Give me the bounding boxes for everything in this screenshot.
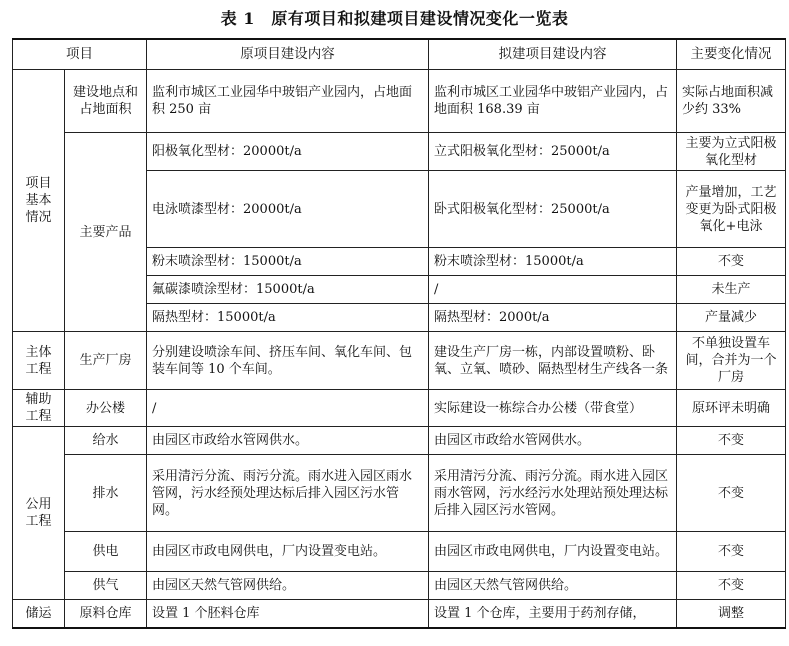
change-cell: 不变 <box>677 532 786 572</box>
header-proposed: 拟建项目建设内容 <box>429 39 677 70</box>
original-cell: 氟碳漆喷涂型材：15000t/a <box>147 276 429 304</box>
original-cell: 分别建设喷涂车间、挤压车间、氧化车间、包装车间等 10 个车间。 <box>147 332 429 390</box>
proposed-cell: 立式阳极氧化型材：25000t/a <box>429 133 677 171</box>
subitem-cell: 办公楼 <box>65 390 147 427</box>
category-public-eng <box>13 427 65 600</box>
category-label: 主体 工程 <box>25 344 52 377</box>
table-row <box>13 427 786 455</box>
table-row <box>13 532 786 572</box>
change-cell: 不变 <box>677 427 786 455</box>
table-row <box>13 390 786 427</box>
change-cell: 不单独设置车间，合并为一个厂房 <box>677 332 786 390</box>
proposed-cell: 设置 1 个仓库，主要用于药剂存储， <box>429 600 677 628</box>
table-row <box>13 133 786 171</box>
header-item: 项目 <box>13 39 147 70</box>
subitem-cell: 供气 <box>65 572 147 600</box>
category-storage: 储运 <box>13 600 65 628</box>
category-aux-eng <box>13 390 65 427</box>
original-cell: / <box>147 390 429 427</box>
original-cell: 监利市城区工业园华中玻铝产业园内，占地面积 250 亩 <box>147 70 429 133</box>
subitem-cell: 给水 <box>65 427 147 455</box>
change-cell: 不变 <box>677 455 786 532</box>
proposed-cell: / <box>429 276 677 304</box>
proposed-cell: 卧式阳极氧化型材：25000t/a <box>429 171 677 248</box>
proposed-cell: 建设生产厂房一栋，内部设置喷粉、卧氧、立氧、喷砂、隔热型材生产线各一条 <box>429 332 677 390</box>
original-cell: 电泳喷漆型材：20000t/a <box>147 171 429 248</box>
table-row <box>13 572 786 600</box>
subitem-cell: 建设地点和占地面积 <box>65 70 147 133</box>
subitem-cell: 供电 <box>65 532 147 572</box>
category-label: 项目 基本 情况 <box>25 176 52 225</box>
change-cell: 实际占地面积减少约 33% <box>677 70 786 133</box>
original-cell: 隔热型材：15000t/a <box>147 304 429 332</box>
category-basic <box>13 70 65 332</box>
change-cell: 产量减少 <box>677 304 786 332</box>
original-cell: 阳极氧化型材：20000t/a <box>147 133 429 171</box>
table-header-row <box>13 39 786 70</box>
subitem-cell: 生产厂房 <box>65 332 147 390</box>
subitem-cell: 原料仓库 <box>65 600 147 628</box>
comparison-table <box>12 38 786 629</box>
original-cell: 粉末喷涂型材：15000t/a <box>147 248 429 276</box>
table-row <box>13 70 786 133</box>
proposed-cell: 隔热型材：2000t/a <box>429 304 677 332</box>
change-cell: 调整 <box>677 600 786 628</box>
proposed-cell: 采用清污分流、雨污分流。雨水进入园区雨水管网，污水经污水处理站预处理达标后排入园区污水管网。 <box>429 455 677 532</box>
proposed-cell: 监利市城区工业园华中玻铝产业园内，占地面积 168.39 亩 <box>429 70 677 133</box>
header-original: 原项目建设内容 <box>147 39 429 70</box>
table-row <box>13 332 786 390</box>
change-cell: 产量增加，工艺变更为卧式阳极氧化+电泳 <box>677 171 786 248</box>
change-cell: 原环评未明确 <box>677 390 786 427</box>
table-title: 表 1 原有项目和拟建项目建设情况变化一览表 <box>220 9 569 28</box>
change-cell: 主要为立式阳极氧化型材 <box>677 133 786 171</box>
change-cell: 未生产 <box>677 276 786 304</box>
proposed-cell: 由园区市政电网供电，厂内设置变电站。 <box>429 532 677 572</box>
category-main-eng <box>13 332 65 390</box>
proposed-cell: 由园区天然气管网供给。 <box>429 572 677 600</box>
header-change: 主要变化情况 <box>677 39 786 70</box>
original-cell: 由园区市政给水管网供水。 <box>147 427 429 455</box>
category-label: 辅助 工程 <box>25 392 52 424</box>
table-row <box>13 455 786 532</box>
proposed-cell: 由园区市政给水管网供水。 <box>429 427 677 455</box>
original-cell: 设置 1 个胚料仓库 <box>147 600 429 628</box>
proposed-cell: 粉末喷涂型材：15000t/a <box>429 248 677 276</box>
original-cell: 采用清污分流、雨污分流。雨水进入园区雨水管网，污水经预处理达标后排入园区污水管网。 <box>147 455 429 532</box>
original-cell: 由园区天然气管网供给。 <box>147 572 429 600</box>
proposed-cell: 实际建设一栋综合办公楼（带食堂） <box>429 390 677 427</box>
original-cell: 由园区市政电网供电，厂内设置变电站。 <box>147 532 429 572</box>
subitem-cell: 排水 <box>65 455 147 532</box>
subitem-cell: 主要产品 <box>65 133 147 332</box>
change-cell: 不变 <box>677 572 786 600</box>
table-row <box>13 600 786 628</box>
category-label: 公用 工程 <box>25 497 52 529</box>
change-cell: 不变 <box>677 248 786 276</box>
